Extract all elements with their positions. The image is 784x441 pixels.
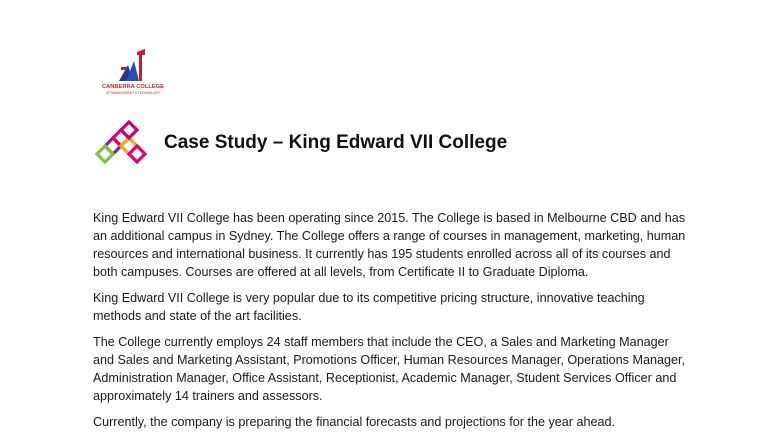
college-logo-icon — [117, 49, 147, 83]
paragraph-staff: The College currently employs 24 staff members that include the CEO, a Sales and Marketing Manager and Sales and Marketing Assistant, Promotions Officer, Human Resources Manager, Operations Manager, Administration Manager, Office Assistant, Receptionist, Academic Manager, Student Services Officer and approximately 14 trainers and assessors. — [93, 335, 685, 403]
logo-name: CANBERRA COLLEGE — [102, 84, 164, 90]
diamond-logo-icon — [93, 120, 155, 166]
paragraph-forecasts: Currently, the company is preparing the financial forecasts and projections for the year ahead. — [93, 415, 615, 429]
page-title: Case Study – King Edward VII College — [164, 132, 508, 153]
college-logo — [98, 49, 168, 99]
paragraph-popularity: King Edward VII College is very popular due to its competitive pricing structure, innovative teaching methods and state of the art facilities. — [93, 291, 645, 323]
title-row — [93, 120, 507, 166]
logo-tagline: OF MANAGEMENT & TECHNOLOGY — [105, 91, 161, 95]
paragraph-intro: King Edward VII College has been operating since 2015. The College is based in Melbourne CBD and has an additional campus in Sydney. The College offers a range of courses in management, marketing, human resources and international business. It currently has 195 students enrolled across all of its courses and both campuses. Courses are offered at all levels, from Certificate II to Graduate Diploma. — [93, 211, 686, 279]
case-study-body — [93, 209, 693, 439]
